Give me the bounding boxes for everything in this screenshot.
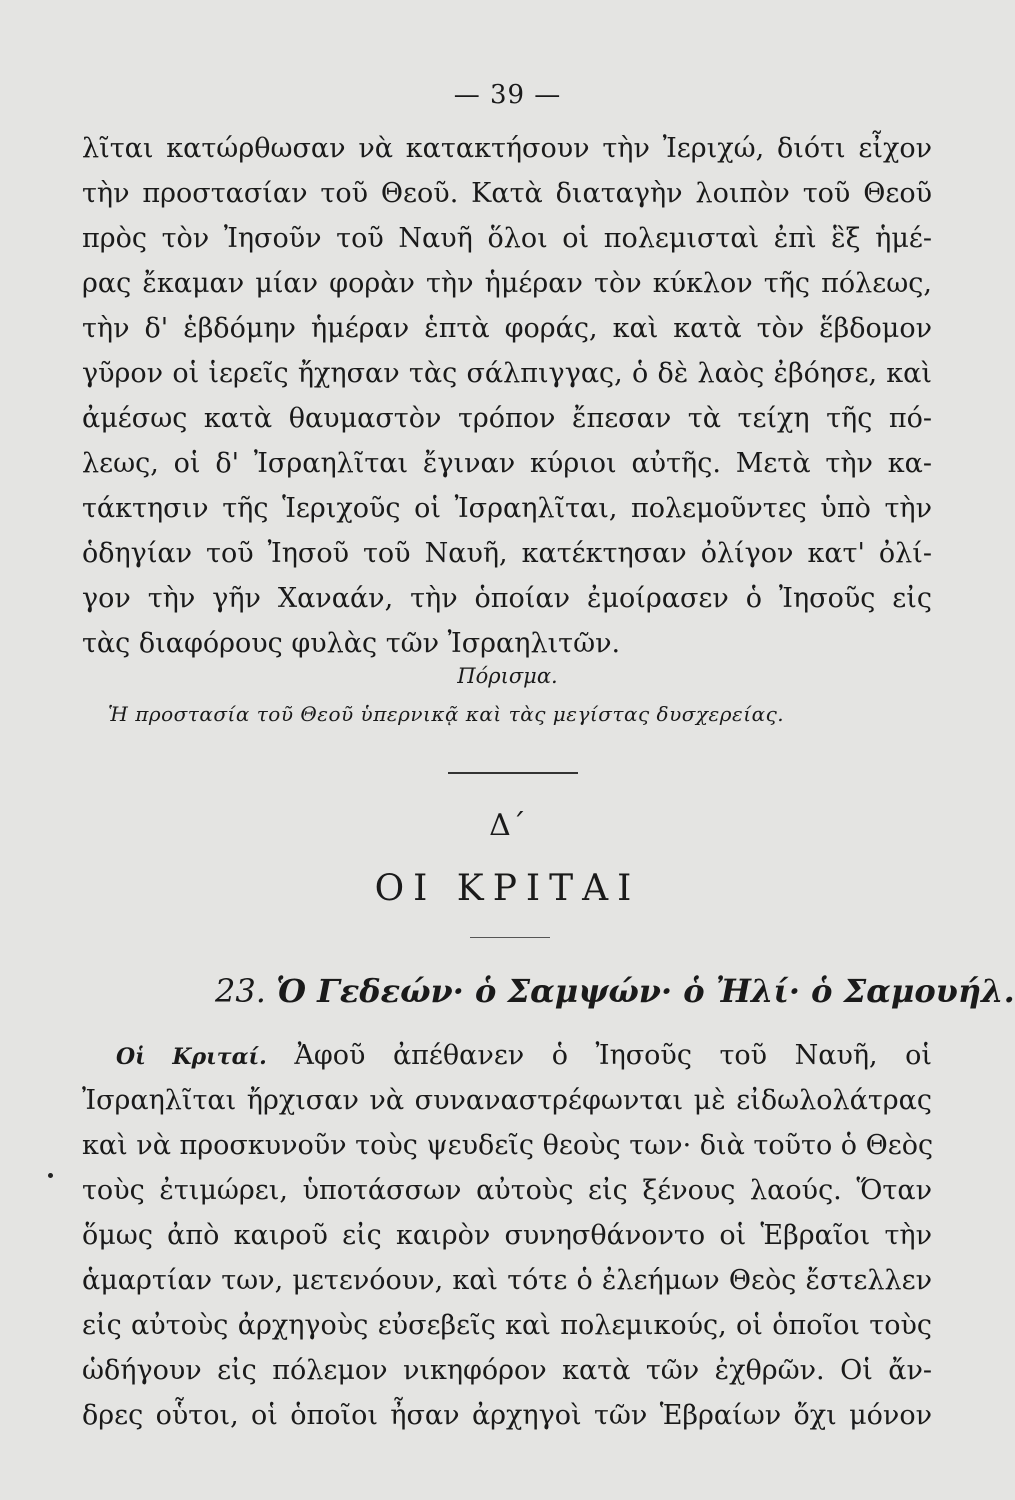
text-line: ρας ἔκαμαν μίαν φορὰν τὴν ἡμέραν τὸν κύκλον τῆς πόλεως, [82,268,932,299]
text-line: εἰς αὐτοὺς ἀρχηγοὺς εὐσεβεῖς καὶ πολεμικούς, οἱ ὁποῖοι τοὺς [82,1310,932,1341]
text-line: δρες οὗτοι, οἱ ὁποῖοι ἦσαν ἀρχηγοὶ τῶν Ἑβραίων ὄχι μόνον [82,1400,932,1431]
text-line: Ἰσραηλῖται ἤρχισαν νὰ συναναστρέφωνται μὲ εἰδωλολάτρας [82,1085,932,1116]
porisma-heading: Πόρισμα. [457,664,558,688]
chapter-heading [215,972,1015,1010]
porisma-text: Ἡ προστασία τοῦ Θεοῦ ὑπερνικᾷ καὶ τὰς μεγίστας δυσχερείας. [108,702,785,726]
section-letter: Δ΄ [489,808,526,843]
text-line: ὅμως ἀπὸ καιροῦ εἰς καιρὸν συνησθάνοντο οἱ Ἑβραῖοι τὴν [82,1220,932,1251]
text-line: ὡδήγουν εἰς πόλεμον νικηφόρον κατὰ τῶν ἐχθρῶν. Οἱ ἄν- [82,1355,932,1386]
chapter-title: Ὁ Γεδεών· ὁ Σαμψών· ὁ Ἠλί· ὁ Σαμουήλ. [276,972,1015,1010]
text-line: ὁδηγίαν τοῦ Ἰησοῦ τοῦ Ναυῆ, κατέκτησαν ὀλίγον κατ' ὀλί- [82,538,932,569]
text-line: καὶ νὰ προσκυνοῦν τοὺς ψευδεῖς θεοὺς των· διὰ τοῦτο ὁ Θεὸς [82,1130,934,1161]
text-line: λεως, οἱ δ' Ἰσραηλῖται ἔγιναν κύριοι αὐτῆς. Μετὰ τὴν κα- [82,448,932,479]
text-line [116,1042,932,1069]
text-line: τὰς διαφόρους φυλὰς τῶν Ἰσραηλιτῶν. [82,628,621,659]
divider [448,772,578,774]
page-number: — 39 — [453,80,562,110]
text-line: τάκτησιν τῆς Ἱεριχοῦς οἱ Ἰσραηλῖται, πολεμοῦντες ὑπὸ τὴν [82,493,932,524]
text-line: ἁμαρτίαν των, μετενόουν, καὶ τότε ὁ ἐλεήμων Θεὸς ἔστελλεν [82,1265,932,1296]
divider [470,937,550,938]
text-line: τὴν δ' ἑβδόμην ἡμέραν ἑπτὰ φοράς, καὶ κατὰ τὸν ἕβδομον [82,313,932,344]
text-line: γῦρον οἱ ἱερεῖς ἤχησαν τὰς σάλπιγγας, ὁ δὲ λαὸς ἐβόησε, καὶ [82,358,932,389]
paragraph-lead: Οἱ Κριταί. [116,1044,267,1070]
text-line: λῖται κατώρθωσαν νὰ κατακτήσουν τὴν Ἰεριχώ, διότι εἶχον [82,133,932,164]
text-line: τὴν προστασίαν τοῦ Θεοῦ. Κατὰ διαταγὴν λοιπὸν τοῦ Θεοῦ [82,178,932,209]
text-line: τοὺς ἐτιμώρει, ὑποτάσσων αὐτοὺς εἰς ξένους λαούς. Ὅταν [82,1175,932,1206]
ink-speck [48,1173,53,1178]
chapter-number: 23. [215,972,266,1010]
text-line: ἀμέσως κατὰ θαυμαστὸν τρόπον ἔπεσαν τὰ τείχη τῆς πό- [82,403,932,434]
text-line: γον τὴν γῆν Χαναάν, τὴν ὁποίαν ἐμοίρασεν ὁ Ἰησοῦς εἰς [82,583,932,614]
paragraph-first-text: Ἀφοῦ ἀπέθανεν ὁ Ἰησοῦς τοῦ Ναυῆ, οἱ [294,1040,932,1071]
section-title: ΟΙ ΚΡΙΤΑΙ [374,868,641,909]
text-line: πρὸς τὸν Ἰησοῦν τοῦ Ναυῆ ὅλοι οἱ πολεμισταὶ ἐπὶ ἓξ ἡμέ- [82,223,932,254]
